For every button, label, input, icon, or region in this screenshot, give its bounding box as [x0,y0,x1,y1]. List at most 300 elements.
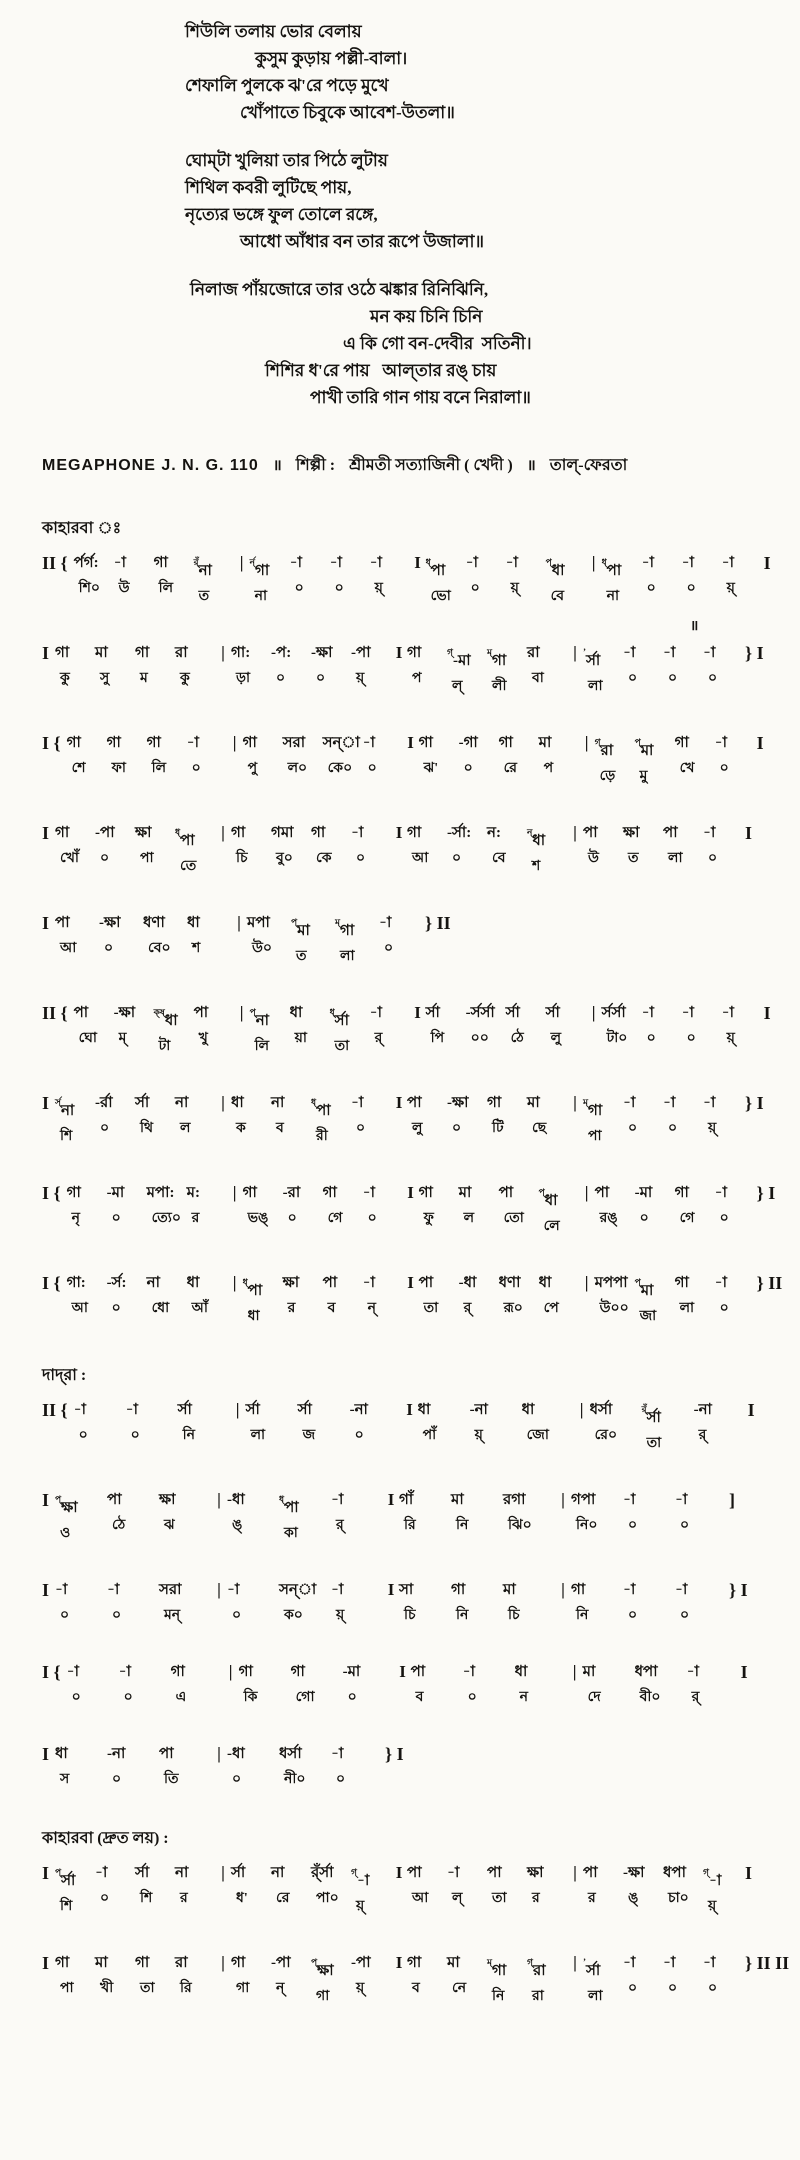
notation-cell [114,552,154,597]
notation-cell [187,912,231,957]
main-note: -পা [351,645,371,661]
lyric-syllable: কি [243,1690,258,1705]
swara-note [663,1092,703,1114]
swara-note [231,642,271,664]
main-note: ক্ষা [61,1500,78,1516]
main-note: -র্সা: [447,825,472,841]
main-note: গা [170,1664,185,1680]
lyric-syllable: লি [158,581,174,596]
lyric-syllable: নি [456,1608,469,1623]
bar-line: | [561,1490,565,1509]
notation-cell [459,732,499,777]
main-note: ধা [187,915,200,931]
notation-cell [243,732,283,777]
notation-cell [135,1092,175,1137]
lyric-syllable: য়্ [356,671,365,686]
notation-cell [722,1002,762,1047]
lyric-syllable: ০ [232,1608,242,1623]
swara-note [298,1399,350,1421]
main-note: -ধা [458,1275,477,1291]
swara-note [74,552,114,574]
lyric-syllable: য়্ [474,1428,483,1443]
swara-note [451,1579,503,1601]
lyric-syllable: চি [508,1608,520,1623]
lyric-syllable: ০ [123,1690,133,1705]
lyric-line: পাখী তারি গান গায় বনে নিরালা॥ [310,388,531,407]
swara-note [194,552,234,582]
swara-note [411,1661,463,1683]
swara-note [279,1489,331,1519]
taal-name: তাল্‌-ফেরতা [549,457,628,474]
main-note: গা [407,1955,422,1971]
notation-cell [95,642,135,687]
lyric-syllable: ভো [430,589,451,604]
swara-note [99,912,143,934]
main-note: গা [146,735,161,751]
lyric-syllable: নে [452,1981,467,1996]
main-note: ক্ষা [159,1492,176,1508]
lyric-syllable: র্ [463,1301,472,1316]
notation-cell [231,1952,271,1997]
swara-note [55,1743,107,1765]
main-note: -পা [351,1955,371,1971]
main-note: -মা [634,1185,653,1201]
swara-note [239,1661,291,1683]
notation-cell [642,1399,694,1452]
swara-note [583,1862,623,1884]
notation-cell [539,732,579,777]
notation-cell [246,1399,298,1444]
main-note: রগা [503,1492,526,1508]
swara-note [55,1579,107,1601]
lyric-syllable: এ [175,1690,187,1705]
main-note: -মা [106,1185,125,1201]
lyric-syllable: লী [492,679,507,694]
notation-cell [95,1862,135,1907]
swara-note [623,1579,675,1601]
notation-row [42,1182,776,1235]
notation-cell [231,822,271,867]
grace-note: প্ [538,1187,545,1197]
swara-note [642,1399,694,1429]
lyric-syllable: লি [151,761,167,776]
swara-note [506,1002,546,1024]
swara-note [107,1272,147,1294]
main-note: গাঁ [399,1492,414,1508]
swara-note [175,822,215,852]
notation-cell [67,1272,107,1317]
lyric-syllable: ল [463,1211,475,1226]
notation-cell [135,642,175,687]
grace-note: গ্ [703,1867,709,1877]
notation-cell [231,642,271,687]
lyric-syllable: রি [404,1518,416,1533]
main-note: মা [640,1283,654,1299]
notation-cell [419,732,459,777]
main-note: -া [703,645,716,661]
main-note: রা [175,645,188,661]
notation-cell [399,1579,451,1624]
lyric-syllable: ০ [316,671,326,686]
notation-cell [350,1399,402,1444]
bar-line: I [395,1093,403,1112]
line-end-mark: } II II [745,1953,790,1973]
notation-row [42,1272,783,1325]
line-end-mark: } II [756,1273,783,1293]
grace-note: প্ [311,1957,318,1967]
notation-cell [527,1862,567,1907]
bar-line: | [232,1183,237,1202]
notation-cell [178,1399,230,1444]
line-start-mark: I [42,1863,50,1883]
main-note: গা: [66,1275,86,1291]
notation-cell [351,1092,391,1137]
notation-cell [583,1661,635,1706]
main-note: ধর্সা [589,1402,613,1418]
lyric-syllable: ০ [668,671,678,686]
main-note: মা [503,1582,516,1598]
notation-cell [623,1952,663,1997]
swara-note [55,1092,95,1122]
grace-note: প্ [249,1007,256,1017]
notation-row [42,1862,772,1915]
main-note: গা [340,923,355,939]
main-note: মা [582,1664,596,1680]
notation-row [42,822,772,875]
lyric-syllable: গে [327,1211,343,1226]
notation-cell [67,732,107,777]
swara-note [703,642,743,664]
lyric-syllable: ০ [646,581,656,596]
swara-note [107,1182,147,1204]
main-note: -ক্ষা [623,1865,645,1881]
swara-note [55,642,95,664]
main-note: পা [583,825,598,841]
bar-line: | [584,1183,589,1202]
notation-cell [67,1182,107,1227]
line-end-mark: ] [729,1490,736,1510]
notation-line [42,1092,772,1145]
notation-line [42,1399,772,1452]
lyric-syllable: সু [100,671,110,686]
catalog-header [42,452,768,479]
notation-cell [447,642,487,695]
notation-cell [175,1952,215,1997]
lyric-syllable: গা [236,1981,250,1996]
swara-note [499,732,539,754]
notation-cell [419,1272,459,1317]
notation-line [42,1743,772,1788]
notation-cell [135,822,175,867]
line-end-mark: I [763,553,771,573]
lyric-syllable: বে০ [148,941,171,956]
bar-line: | [217,1580,221,1599]
main-note: গা [231,1955,246,1971]
main-note: -া [675,1492,688,1508]
swara-note [418,1399,470,1421]
bar-line: | [221,1863,225,1882]
main-note: ধণা [498,1275,521,1291]
grace-note: ধ্ [425,557,431,567]
swara-note [311,1092,351,1122]
main-note: মপা: [146,1185,175,1201]
main-note: -া [118,1664,131,1680]
swara-note [715,1182,755,1204]
bar-line: I [387,1580,395,1599]
lyric-syllable: লি [254,1039,270,1054]
swara-note [311,822,351,844]
main-note: -া [663,1955,676,1971]
swara-note [703,1862,743,1892]
notation-cell [311,1862,351,1907]
swara-note [694,1399,746,1421]
notation-cell [527,1092,567,1137]
notation-line [42,1002,772,1055]
lyric-syllable: ল্ [452,1891,463,1906]
notation-cell [715,1182,755,1227]
swara-note [703,1952,743,1974]
main-note: গা [153,555,168,571]
main-note: পা [284,1500,299,1516]
notation-cell [323,1272,363,1317]
lyric-syllable: র্ [691,1690,700,1705]
notation-cell [95,1092,135,1137]
lyric-syllable: তা [646,1436,662,1451]
swara-note [175,1092,215,1114]
lyric-line: খোঁপাতে চিবুকে আবেশ-উতলা॥ [240,103,455,122]
swara-note [675,1579,727,1601]
lyric-syllable: চা০ [668,1891,689,1906]
main-note: -া [703,1095,716,1111]
notation-cell [571,1579,623,1624]
notation-cell [466,1002,506,1047]
main-note: গমা [271,825,294,841]
notation-row [42,1399,772,1452]
main-note: পা [410,1664,426,1680]
notation-cell [642,1002,682,1047]
main-note: র্সর্সা [601,1005,626,1021]
notation-cell [426,1002,466,1047]
swara-note [419,1182,459,1204]
bar-line: | [573,1953,577,1972]
main-note: পা [498,1185,514,1201]
notation-line [42,1272,783,1325]
notation-cell [546,552,586,605]
notation-line [42,1952,790,2005]
notation-cell [114,1002,154,1047]
swara-note [583,1661,635,1683]
notation-cell [187,1272,227,1317]
main-note: গা [571,1582,586,1598]
swara-note [290,552,330,574]
lyric-syllable: ফা [111,761,126,776]
catalog-number: MEGAPHONE J. N. G. 110 [42,457,259,474]
swara-note [147,732,187,754]
swara-note [175,642,215,664]
lyric-syllable: নি [456,1518,469,1533]
lyric-syllable: নৃ [71,1211,80,1226]
swara-note [635,1182,675,1204]
swara-note [642,552,682,574]
grace-note: ʼ [583,1957,587,1967]
notation-cell [175,1862,215,1907]
swara-note [335,912,379,942]
notation-cell [583,1952,623,2005]
notation-cell [55,912,99,957]
line-end-mark: I [747,1400,755,1420]
bar-line: | [239,553,244,572]
swara-note [114,552,154,574]
lyric-syllable: ০ [628,671,638,686]
notation-cell [515,1661,567,1706]
swara-note [463,1661,515,1683]
lyric-syllable: ছে [532,1121,547,1136]
notation-cell [635,1272,675,1325]
grace-note: ম্ [487,647,493,657]
lyric-syllable: তে [180,859,197,874]
double-danda-separator: ॥ [272,458,282,474]
line-end-mark: } II [425,913,451,933]
notation-cell [506,552,546,597]
line-start-mark: I [42,1744,50,1764]
notation-cell [546,1002,586,1047]
main-note: ক্ষা [282,1275,300,1291]
lyric-line: এ কি গো বন-দেবীর সতিনী। [343,334,532,353]
swara-note [55,912,99,934]
swara-note [503,1579,555,1601]
main-note: পা [107,1492,122,1508]
lyric-syllable: লা [588,1989,603,2004]
lyric-syllable: কা [284,1526,298,1541]
swara-note [246,1399,298,1421]
lyric-syllable: র্ [336,1518,344,1533]
lyric-syllable: ০ [356,851,366,866]
swara-note [487,1862,527,1884]
main-note: -রা [282,1185,301,1201]
notation-cell [331,1579,383,1624]
swara-note [135,822,175,844]
main-note: না [146,1275,160,1291]
line-start-mark: I { [42,733,61,753]
swara-note [675,1272,715,1294]
bar-line: | [221,643,225,662]
notation-cell [663,822,703,867]
lyric-line: ঘোম্‌টা খুলিয়া তার পিঠে লুটায় [185,151,388,170]
lyric-syllable: লা [250,1428,266,1443]
main-note: ক্ষা [623,825,640,841]
main-note: -া [66,1664,79,1680]
main-note: -না [107,1746,126,1762]
notation-cell [447,1952,487,1997]
lyric-syllable: ০ [628,1121,638,1136]
lyric-line: কুসুম কুড়ায় পল্লী-বালা। [255,49,408,68]
swara-note [323,1272,363,1294]
lyric-syllable: ০ [71,1690,81,1705]
swara-note [715,732,755,754]
notation-line [42,552,772,605]
notation-cell [583,1862,623,1907]
main-note: -া [714,1185,727,1201]
main-note: গা [311,825,326,841]
lyric-syllable: ব [412,1981,420,1996]
swara-note [95,1862,135,1884]
notation-line [42,822,772,875]
lyric-syllable: র [180,1891,188,1906]
swara-note [271,1092,311,1114]
notation-cell [487,642,527,695]
main-note: গা [135,1955,150,1971]
swara-note [447,822,487,844]
notation-cell [187,1182,227,1227]
swara-note [231,822,271,844]
notation-cell [463,1661,515,1706]
lyric-syllable: ধ' [236,1891,248,1906]
main-note: মা [458,1185,472,1201]
notation-cell [487,1092,527,1137]
notation-line [42,619,772,695]
lyric-syllable: ০ [452,1121,462,1136]
bar-line: I [395,1953,403,1972]
notation-cell [459,1182,499,1227]
bar-line: | [239,1003,244,1022]
swara-note [351,1952,391,1974]
main-note: র্সা [586,653,601,669]
swara-note [363,1272,403,1294]
swara-note [682,552,722,574]
notation-cell [290,1002,330,1047]
lyric-syllable: ০ [356,1121,366,1136]
main-note: সরা [282,735,306,751]
notation-cell [623,1862,663,1907]
notation-cell [447,1862,487,1907]
bar-line: I [395,823,403,842]
lyric-syllable: য়্ [336,1608,345,1623]
swara-note [407,1952,447,1974]
lyric-syllable: বী০ [639,1690,661,1705]
lyric-syllable: য়্ [356,1981,365,1996]
notation-cell [74,1002,114,1047]
lyric-syllable: ল্ [452,679,463,694]
swara-note [187,912,231,934]
swara-note [722,552,762,574]
notation-cell [187,732,227,777]
notation-cell [682,552,722,597]
main-note: গা [66,1185,81,1201]
lyric-syllable: র্ [698,1428,707,1443]
lyric-syllable: ০ [708,671,718,686]
lyric-syllable: ০ [628,1981,638,1996]
bar-line: I [395,643,403,662]
bar-line: | [584,733,589,752]
main-note: -র্স: [106,1275,127,1291]
grace-note: প্ [545,557,552,567]
lyric-syllable: ০ [686,581,696,596]
notation-cell [231,1862,271,1907]
notation-cell [635,732,675,785]
main-note: -া [331,1492,344,1508]
swara-note [675,1489,727,1511]
notation-line [42,1661,772,1706]
lyric-syllable: ০ [100,1121,110,1136]
swara-note [187,1182,227,1204]
bar-line: | [573,1863,577,1882]
lyric-syllable: লু [550,1031,562,1046]
grace-note: ধ্ [601,557,607,567]
main-note: -া [447,1865,460,1881]
notation-cell [722,552,762,597]
lyric-syllable: তা [140,1981,155,1996]
main-note: -া [623,1955,636,1971]
